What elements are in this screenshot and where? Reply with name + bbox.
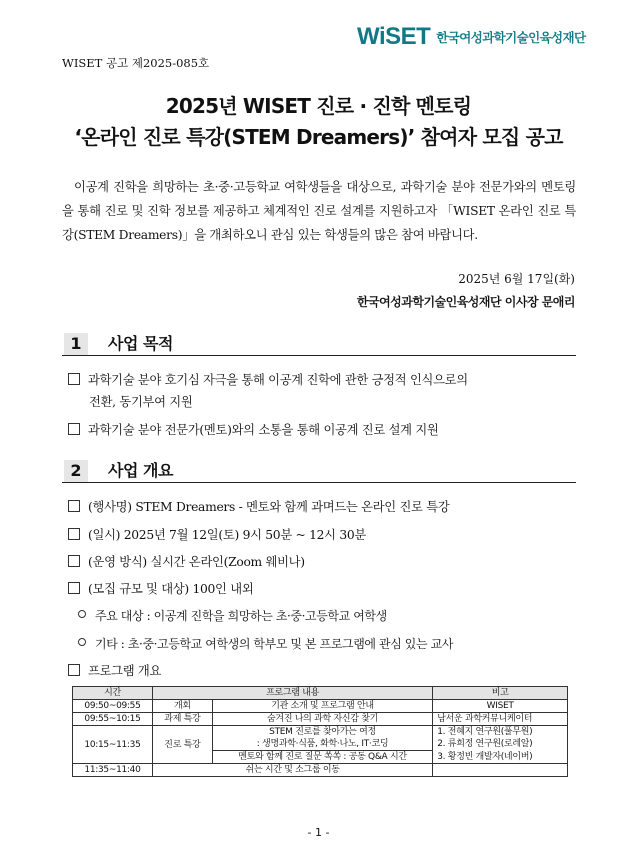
row-content: : 생명과학·식품, 화학·나노, IT·코딩: [212, 738, 432, 751]
row-note: 3. 황정빈 개발자(네이버): [433, 751, 568, 764]
row-type: 개회: [152, 700, 212, 713]
overview-subitem-2-text: 기타 : 초·중·고등학교 여학생의 학부모 및 본 프로그램에 관심 있는 교사: [95, 637, 453, 651]
header-note: 비고: [433, 687, 568, 700]
section-1-title: 사업 목적: [108, 334, 173, 353]
title-line-1: 2025년 WISET 진로 · 진학 멘토링: [165, 94, 472, 118]
checkbox-icon: [68, 423, 80, 435]
row-note: 2. 류희정 연구원(로레알): [433, 738, 568, 751]
checkbox-icon: [68, 582, 80, 594]
wiset-logo: [357, 24, 585, 50]
notice-number: WISET 공고 제2025-085호: [62, 56, 210, 70]
program-label-text: 프로그램 개요: [88, 664, 162, 678]
row-time: 09:55~10:15: [73, 713, 153, 726]
overview-item-3-text: (운영 방식) 실시간 온라인(Zoom 웨비나): [88, 555, 305, 569]
overview-item-4: [68, 578, 576, 600]
checkbox-icon: [68, 664, 80, 676]
section-1-number: 1: [64, 333, 88, 355]
header-time: 시간: [73, 687, 153, 700]
checkbox-icon: [68, 373, 80, 385]
circle-bullet-icon: [78, 638, 86, 646]
row-note-empty: [433, 764, 568, 777]
checkbox-icon: [68, 528, 80, 540]
purpose-item-2: [68, 419, 576, 441]
table-row: [73, 764, 568, 777]
intro-paragraph: 이공계 진학을 희망하는 초·중·고등학교 여학생들을 대상으로, 과학기술 분야 전문가와의 멘토링을 통해 진로 및 진학 정보를 제공하고 체계적인 진로 설계를 지원하고자 「WISET 온라인 진로 특강(STEM Dreamers)」을 개최하오니 관심 있는 학생들의 많은 참여 바랍니다.: [62, 180, 576, 242]
table-row: [73, 700, 568, 713]
row-note: WISET: [433, 700, 568, 713]
section-1-header: [62, 333, 576, 356]
purpose-item-1-line2: 전환, 동기부여 지원: [89, 395, 193, 409]
header-content: 프로그램 내용: [152, 687, 432, 700]
row-type: 진로 특강: [152, 726, 212, 764]
overview-subitem-1: [78, 605, 576, 627]
row-content: STEM 진로를 찾아가는 여정: [212, 726, 432, 739]
overview-item-1: [68, 496, 576, 518]
row-note: 1. 전혜지 연구원(풀무원): [433, 726, 568, 739]
purpose-item-1: [68, 369, 576, 413]
overview-item-1-text: (행사명) STEM Dreamers - 멘토와 함께 과며드는 온라인 진로 특강: [88, 500, 450, 514]
row-content: 기관 소개 및 프로그램 안내: [212, 700, 432, 713]
signature: 한국여성과학기술인육성재단 이사장 문애리: [356, 295, 575, 309]
overview-subitem-2: [78, 633, 576, 655]
row-content: 쉬는 시간 및 소그룹 이동: [152, 764, 432, 777]
section-2-header: [62, 460, 576, 483]
row-time: 10:15~11:35: [73, 726, 153, 764]
checkbox-icon: [68, 500, 80, 512]
overview-item-2-text: (일시) 2025년 7월 12일(토) 9시 50분 ~ 12시 30분: [88, 528, 366, 542]
logo-mark: WiSET: [357, 23, 431, 50]
row-content: 멘토와 함께 진로 질문 쏙쏙 : 공동 Q&A 시간: [212, 751, 432, 764]
row-time: 09:50~09:55: [73, 700, 153, 713]
overview-item-3: [68, 551, 576, 573]
program-label: [68, 660, 576, 682]
page-number: - 1 -: [307, 826, 330, 839]
section-2-number: 2: [64, 460, 88, 482]
row-type: 과제 특강: [152, 713, 212, 726]
table-row: [73, 713, 568, 726]
logo-org-name: 한국여성과학기술인육성재단: [436, 30, 586, 45]
purpose-item-2-text: 과학기술 분야 전문가(멘토)와의 소통을 통해 이공계 진로 설계 지원: [88, 423, 439, 437]
program-table: [72, 686, 568, 777]
purpose-item-1-line1: 과학기술 분야 호기심 자극을 통해 이공계 진학에 관한 긍정적 인식으로의: [88, 373, 468, 387]
table-row: [73, 726, 568, 739]
overview-item-4-text: (모집 규모 및 대상) 100인 내외: [88, 582, 254, 596]
row-note: 남서운 과학커뮤니케이터: [433, 713, 568, 726]
table-header-row: [73, 687, 568, 700]
overview-item-2: [68, 524, 576, 546]
section-2-title: 사업 개요: [108, 461, 173, 480]
overview-subitem-1-text: 주요 대상 : 이공계 진학을 희망하는 초·중·고등학교 여학생: [95, 609, 387, 623]
row-time: 11:35~11:40: [73, 764, 153, 777]
circle-bullet-icon: [78, 610, 86, 618]
row-content: 숨겨진 나의 과학 자신감 찾기: [212, 713, 432, 726]
checkbox-icon: [68, 555, 80, 567]
notice-date: 2025년 6월 17일(화): [458, 272, 575, 286]
title-line-2: ‘온라인 진로 특강(STEM Dreamers)’ 참여자 모집 공고: [74, 125, 563, 149]
